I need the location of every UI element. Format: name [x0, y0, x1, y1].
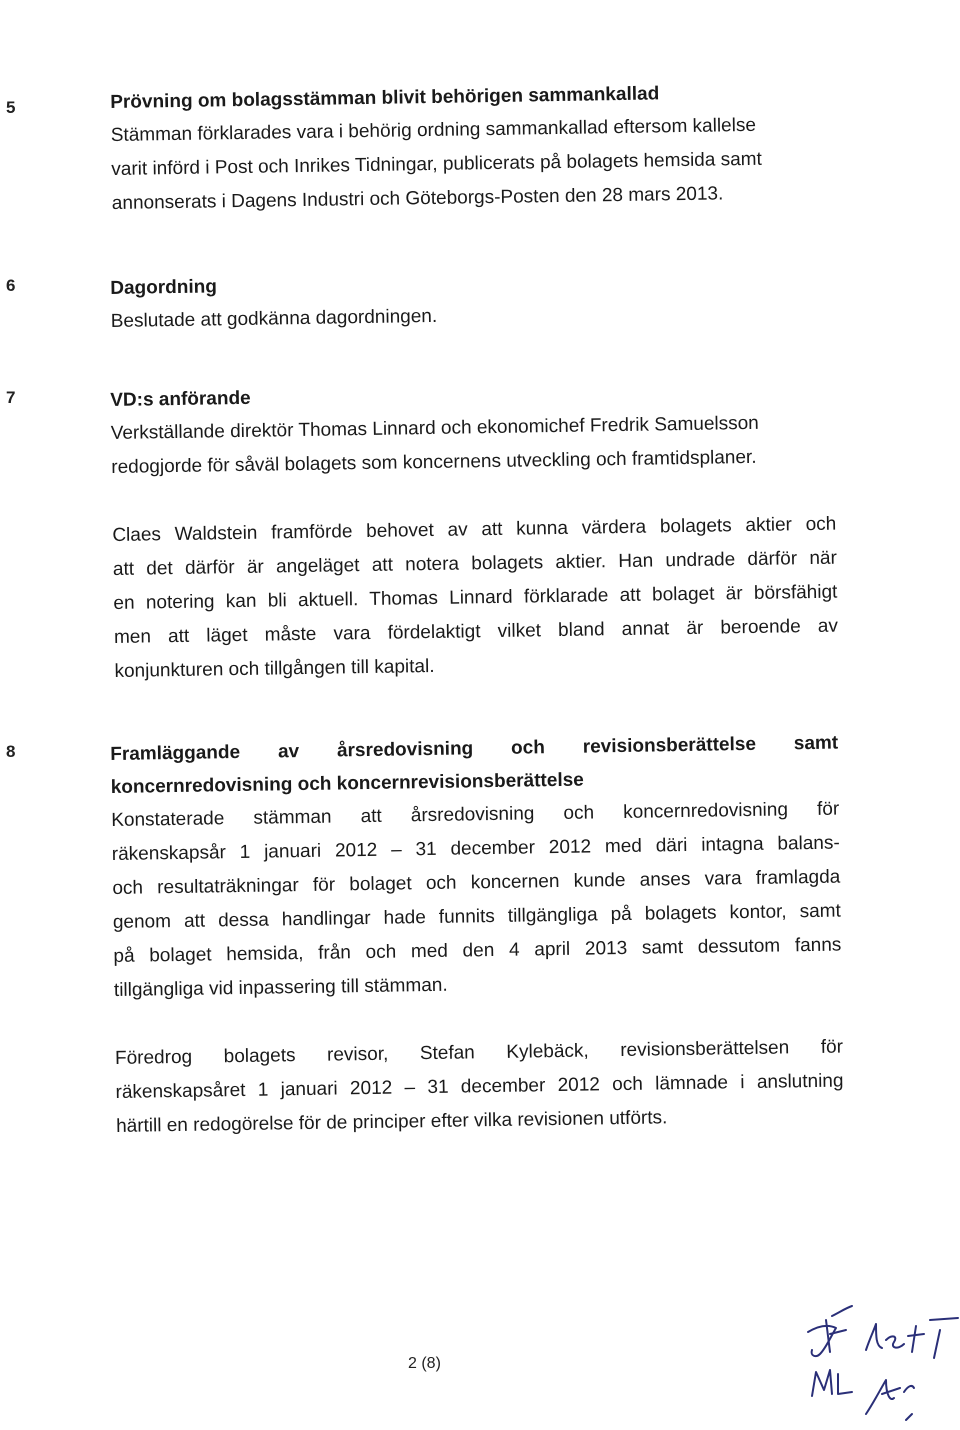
paragraph-line: tillgängliga vid inpassering till stämman. [113, 974, 448, 1001]
paragraph-line: räkenskapsåret 1 januari 2012 – 31 december 2012 och lämnade i anslutning [115, 1070, 844, 1103]
paragraph-line: varit införd i Post och Inrikes Tidningar, publicerats på bolagets hemsida samt [111, 148, 762, 180]
paragraph-line: redogjorde för såväl bolagets som koncernens utveckling och framtidsplaner. [111, 446, 757, 478]
paragraph-line: Claes Waldstein framförde behovet av att kunna värdera bolagets aktier och [112, 513, 837, 546]
paragraph-line: härtill en redogörelse för de principer efter vilka revisionen utförts. [115, 1107, 668, 1137]
paragraph-line: Beslutade att godkänna dagordningen. [110, 305, 438, 332]
section-heading: VD:s anförande [110, 387, 251, 411]
paragraph-line: konjunkturen och tillgången till kapital. [114, 655, 435, 682]
paragraph-line: att det därför är angeläget att notera bolagets aktier. Han undrade därför när [112, 547, 837, 580]
paragraph-line: Verkställande direktör Thomas Linnard och ekonomichef Fredrik Samuelsson [110, 412, 759, 444]
paragraph-line: genom att dessa handlingar hade funnits tillgängliga på bolagets kontor, samt [112, 900, 841, 933]
paragraph-line: räkenskapsår 1 januari 2012 – 31 december 2012 med däri intagna balans- [111, 832, 840, 865]
section-number: 6 [6, 276, 16, 295]
paragraph-line: annonserats i Dagens Industri och Göteborgs-Posten den 28 mars 2013. [111, 183, 724, 214]
paragraph-line: och resultaträkningar för bolaget och koncernen kunde anses vara framlagda [112, 866, 841, 899]
paragraph-line: på bolaget hemsida, från och med den 4 april 2013 samt dessutom fanns [113, 934, 842, 967]
handwritten-initials-icon [790, 1290, 960, 1430]
paragraph-line: en notering kan bli aktuell. Thomas Linnard förklarade att bolaget är börsfähigt [113, 581, 838, 614]
paragraph-line: Föredrog bolagets revisor, Stefan Kylebäck, revisionsberättelsen för [114, 1036, 844, 1069]
section-heading: Framläggande av årsredovisning och revisionsberättelse samt [110, 732, 839, 765]
section-heading: Dagordning [110, 276, 218, 299]
paragraph-line: Stämman förklarades vara i behörig ordning sammankallad eftersom kallelse [110, 114, 757, 146]
paragraph-line: men att läget måste vara fördelaktigt vilket bland annat är beroende av [113, 615, 839, 648]
section-heading: Prövning om bolagsstämman blivit behörigen sammankallad [110, 83, 660, 113]
paragraph-line: Konstaterade stämman att årsredovisning och koncernredovisning för [111, 798, 840, 831]
section-number: 5 [6, 98, 16, 117]
section-heading-continued: koncernredovisning och koncernrevisionsberättelse [110, 769, 584, 798]
section-number: 7 [6, 388, 16, 407]
section-number: 8 [6, 742, 16, 761]
page-number: 2 (8) [408, 1355, 441, 1372]
